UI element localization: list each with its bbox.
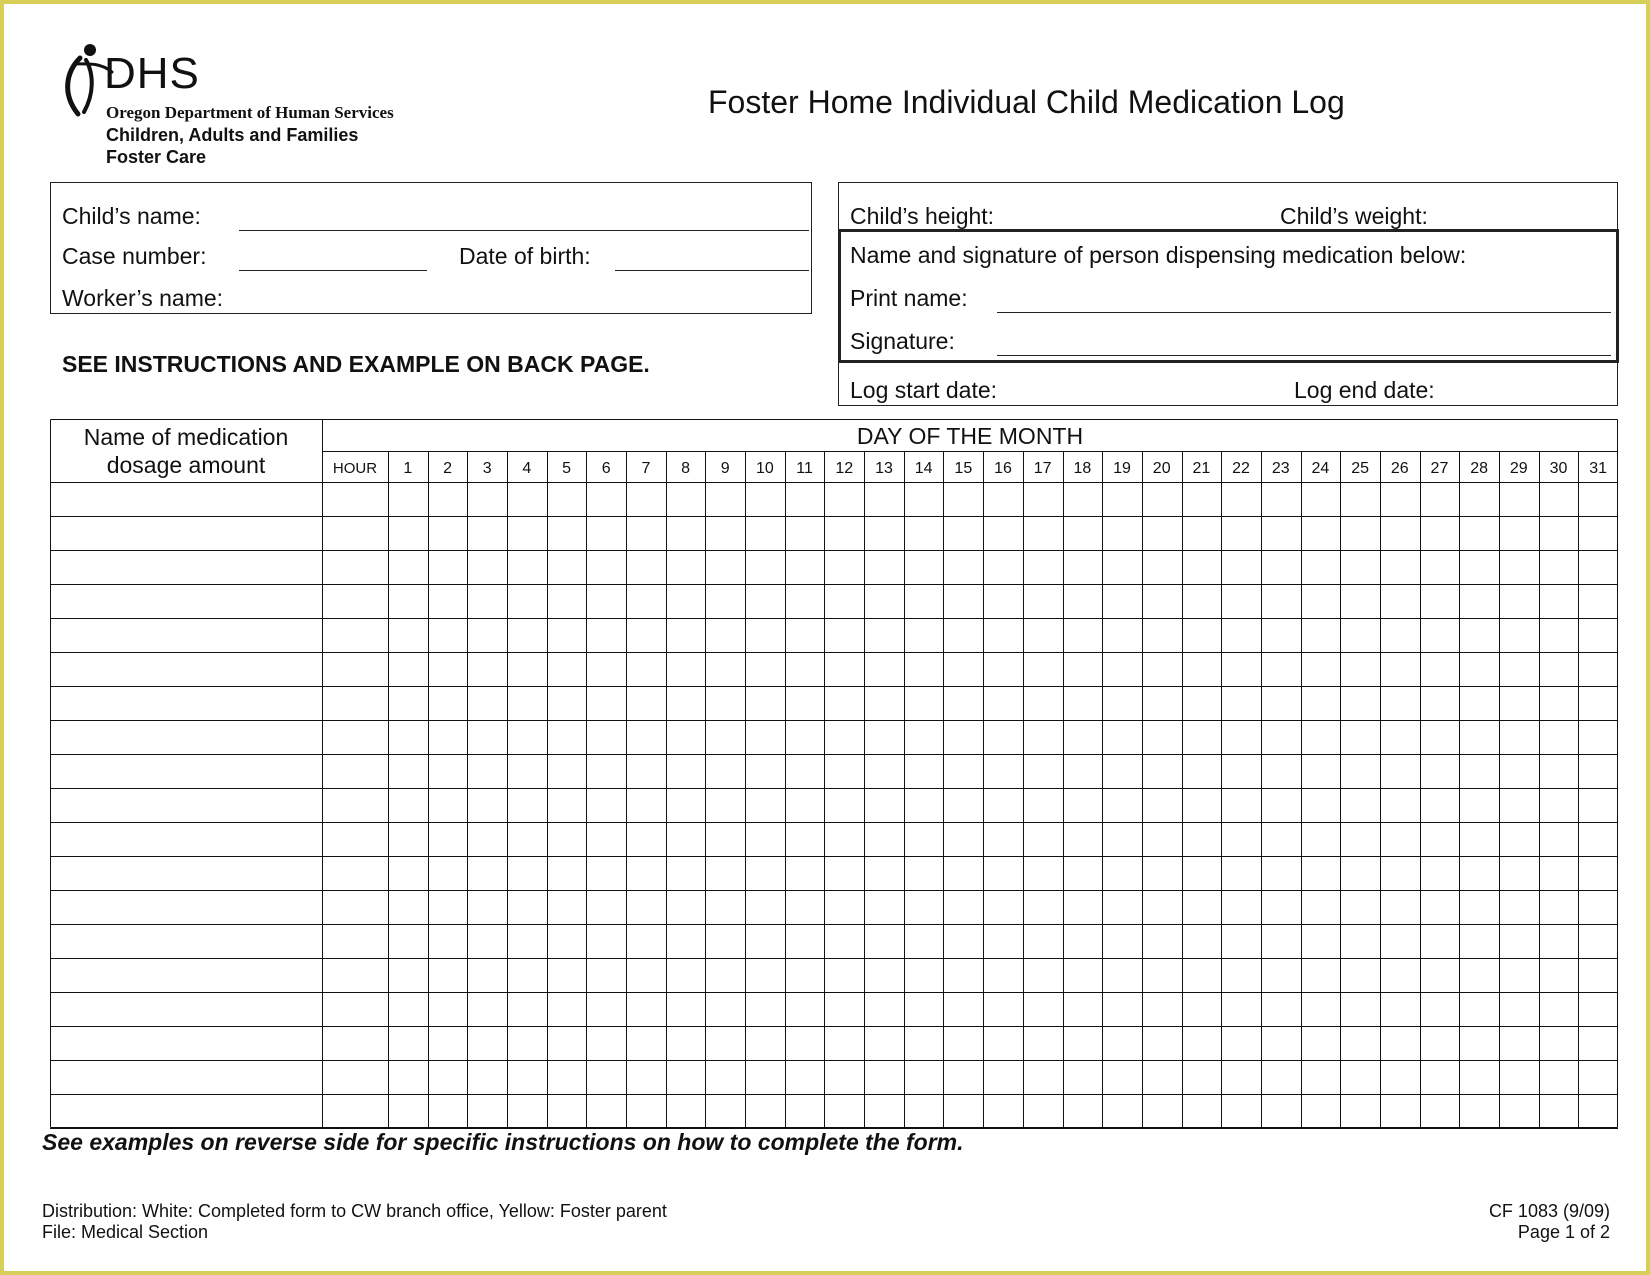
hour-cell[interactable] (323, 925, 387, 957)
department-name: Oregon Department of Human Services (106, 103, 394, 122)
medication-name-cell[interactable] (51, 551, 321, 583)
distribution-line: Distribution: White: Completed form to CW branch office, Yellow: Foster parent (42, 1201, 667, 1221)
instructions-note: SEE INSTRUCTIONS AND EXAMPLE ON BACK PAGE. (62, 351, 650, 377)
medication-name-cell[interactable] (51, 1061, 321, 1093)
medication-name-cell[interactable] (51, 585, 321, 617)
day-of-month-header: DAY OF THE MONTH (856, 423, 1084, 449)
hour-cell[interactable] (323, 653, 387, 685)
reverse-side-note: See examples on reverse side for specific instructions on how to complete the form. (42, 1129, 964, 1155)
childs-name-field[interactable] (239, 230, 809, 231)
childs-height-label: Child’s height: (850, 203, 995, 229)
medication-log-grid (50, 419, 1618, 1129)
hour-cell[interactable] (323, 959, 387, 991)
day-number-24: 24 (1311, 460, 1330, 477)
childs-weight-label: Child’s weight: (1280, 203, 1428, 229)
day-number-30: 30 (1549, 460, 1568, 477)
dispenser-info-box (838, 182, 1618, 406)
medication-name-cell[interactable] (51, 789, 321, 821)
medication-name-cell[interactable] (51, 755, 321, 787)
page-number: Page 1 of 2 (1517, 1222, 1610, 1242)
hour-header: HOUR (332, 460, 378, 477)
hour-cell[interactable] (323, 483, 387, 515)
medication-name-cell[interactable] (51, 925, 321, 957)
file-line: File: Medical Section (42, 1222, 209, 1242)
medication-header-line1: Name of medication (83, 424, 289, 450)
medication-name-cell[interactable] (51, 1027, 321, 1059)
medication-name-cell[interactable] (51, 483, 321, 515)
day-number-10: 10 (756, 460, 774, 477)
date-of-birth-field[interactable] (615, 270, 809, 271)
hour-cell[interactable] (323, 993, 387, 1025)
day-number-8: 8 (681, 460, 691, 477)
program-name: Foster Care (106, 147, 207, 167)
hour-cell[interactable] (323, 619, 387, 651)
hour-cell[interactable] (323, 857, 387, 889)
hour-cell[interactable] (323, 721, 387, 753)
hour-cell[interactable] (323, 755, 387, 787)
form-title: Foster Home Individual Child Medication Log (708, 84, 1345, 120)
date-of-birth-label: Date of birth: (459, 243, 591, 269)
dispenser-signature-box (838, 229, 1619, 363)
medication-name-cell[interactable] (51, 959, 321, 991)
day-number-3: 3 (482, 460, 492, 477)
day-number-2: 2 (443, 460, 452, 477)
day-number-23: 23 (1271, 460, 1290, 477)
hour-cell[interactable] (323, 551, 387, 583)
day-number-15: 15 (954, 460, 973, 477)
hour-cell[interactable] (323, 1061, 387, 1093)
medication-name-cell[interactable] (51, 993, 321, 1025)
medication-name-cell[interactable] (51, 823, 321, 855)
log-end-date-label: Log end date: (1294, 377, 1435, 403)
day-number-4: 4 (522, 460, 532, 477)
medication-name-cell[interactable] (51, 653, 321, 685)
day-number-16: 16 (994, 460, 1012, 477)
medication-name-cell[interactable] (51, 891, 321, 923)
medication-name-cell[interactable] (51, 687, 321, 719)
day-number-21: 21 (1192, 460, 1211, 477)
division-name: Children, Adults and Families (106, 125, 359, 145)
day-number-25: 25 (1351, 460, 1369, 477)
print-name-field[interactable] (997, 312, 1611, 313)
day-number-28: 28 (1470, 460, 1489, 477)
medication-name-cell[interactable] (51, 517, 321, 549)
day-number-14: 14 (914, 460, 933, 477)
form-number: CF 1083 (9/09) (1488, 1201, 1610, 1221)
day-number-1: 1 (403, 460, 413, 477)
day-number-12: 12 (835, 460, 854, 477)
day-number-13: 13 (875, 460, 893, 477)
day-number-20: 20 (1152, 460, 1171, 477)
day-number-9: 9 (720, 460, 730, 477)
day-number-11: 11 (796, 460, 813, 477)
hour-cell[interactable] (323, 1027, 387, 1059)
hour-cell[interactable] (323, 1095, 387, 1127)
day-number-22: 22 (1232, 460, 1250, 477)
medication-log-table (50, 419, 1618, 1129)
hour-cell[interactable] (323, 687, 387, 719)
medication-name-cell[interactable] (51, 1095, 321, 1127)
day-number-26: 26 (1390, 460, 1409, 477)
childs-name-label: Child’s name: (62, 203, 201, 229)
medication-name-cell[interactable] (51, 619, 321, 651)
day-number-31: 31 (1589, 460, 1608, 477)
hour-cell[interactable] (323, 891, 387, 923)
print-name-label: Print name: (850, 285, 968, 311)
hour-cell[interactable] (323, 517, 387, 549)
hour-cell[interactable] (323, 585, 387, 617)
medication-name-cell[interactable] (51, 721, 321, 753)
hour-cell[interactable] (323, 823, 387, 855)
child-info-box (50, 182, 812, 314)
day-number-19: 19 (1113, 460, 1131, 477)
case-number-field[interactable] (239, 270, 427, 271)
dispenser-heading: Name and signature of person dispensing medication below: (850, 242, 1467, 268)
medication-name-cell[interactable] (51, 857, 321, 889)
day-number-29: 29 (1509, 460, 1528, 477)
dhs-logo-text: DHS (104, 49, 200, 98)
day-number-7: 7 (641, 460, 651, 477)
day-number-17: 17 (1033, 460, 1052, 477)
day-number-5: 5 (562, 460, 572, 477)
hour-cell[interactable] (323, 789, 387, 821)
case-number-label: Case number: (62, 243, 207, 269)
medication-header-line2: dosage amount (106, 452, 266, 478)
workers-name-label: Worker’s name: (62, 285, 224, 311)
day-number-6: 6 (601, 460, 611, 477)
signature-field[interactable] (997, 355, 1611, 356)
log-start-date-label: Log start date: (850, 377, 998, 403)
signature-label: Signature: (850, 328, 955, 354)
day-number-18: 18 (1073, 460, 1092, 477)
day-number-27: 27 (1430, 460, 1449, 477)
